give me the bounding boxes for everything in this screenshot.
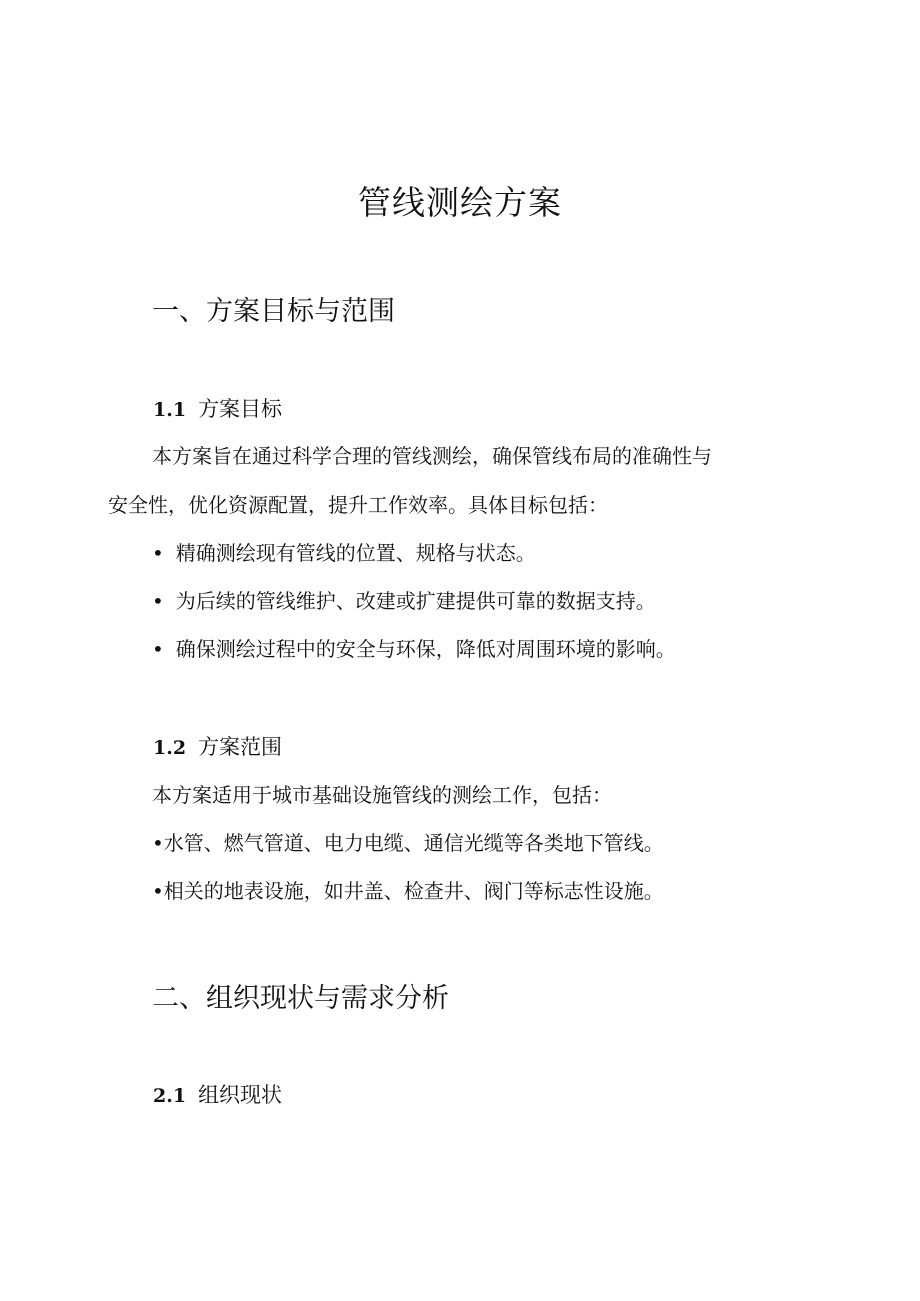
subsection-1-2-heading bbox=[153, 732, 282, 763]
subsection-number: 2.1 bbox=[153, 1085, 187, 1107]
subsection-2-1-heading bbox=[153, 1080, 282, 1111]
section-2-heading: 二、组织现状与需求分析 bbox=[152, 983, 449, 1014]
subsection-title: 方案范围 bbox=[198, 735, 283, 759]
subsection-number: 1.1 bbox=[153, 399, 187, 421]
bullet-icon: • bbox=[152, 541, 164, 565]
list-item-text: 为后续的管线维护、改建或扩建提供可靠的数据支持。 bbox=[175, 589, 656, 613]
list-item: •水管、燃气管道、电力电缆、通信光缆等各类地下管线。 bbox=[152, 831, 664, 855]
list-item bbox=[152, 586, 656, 616]
paragraph-line: 本方案旨在通过科学合理的管线测绘，确保管线布局的准确性与 bbox=[152, 444, 712, 468]
paragraph-line: 本方案适用于城市基础设施管线的测绘工作，包括： bbox=[152, 783, 612, 807]
list-item: •相关的地表设施，如井盖、检查井、阀门等标志性设施。 bbox=[152, 879, 664, 903]
document-title: 管线测绘方案 bbox=[358, 183, 562, 222]
bullet-icon: • bbox=[152, 637, 164, 661]
subsection-1-1-heading bbox=[153, 394, 282, 425]
subsection-number: 1.2 bbox=[153, 737, 187, 759]
section-1-heading: 一、方案目标与范围 bbox=[152, 296, 395, 327]
bullet-icon: • bbox=[152, 589, 164, 613]
paragraph-line: 安全性，优化资源配置，提升工作效率。具体目标包括： bbox=[108, 493, 608, 517]
list-item-text: 确保测绘过程中的安全与环保，降低对周围环境的影响。 bbox=[175, 637, 676, 661]
list-item-text: 精确测绘现有管线的位置、规格与状态。 bbox=[175, 541, 536, 565]
subsection-title: 组织现状 bbox=[198, 1083, 283, 1107]
list-item bbox=[152, 634, 676, 664]
list-item bbox=[152, 538, 536, 568]
subsection-title: 方案目标 bbox=[198, 397, 283, 421]
